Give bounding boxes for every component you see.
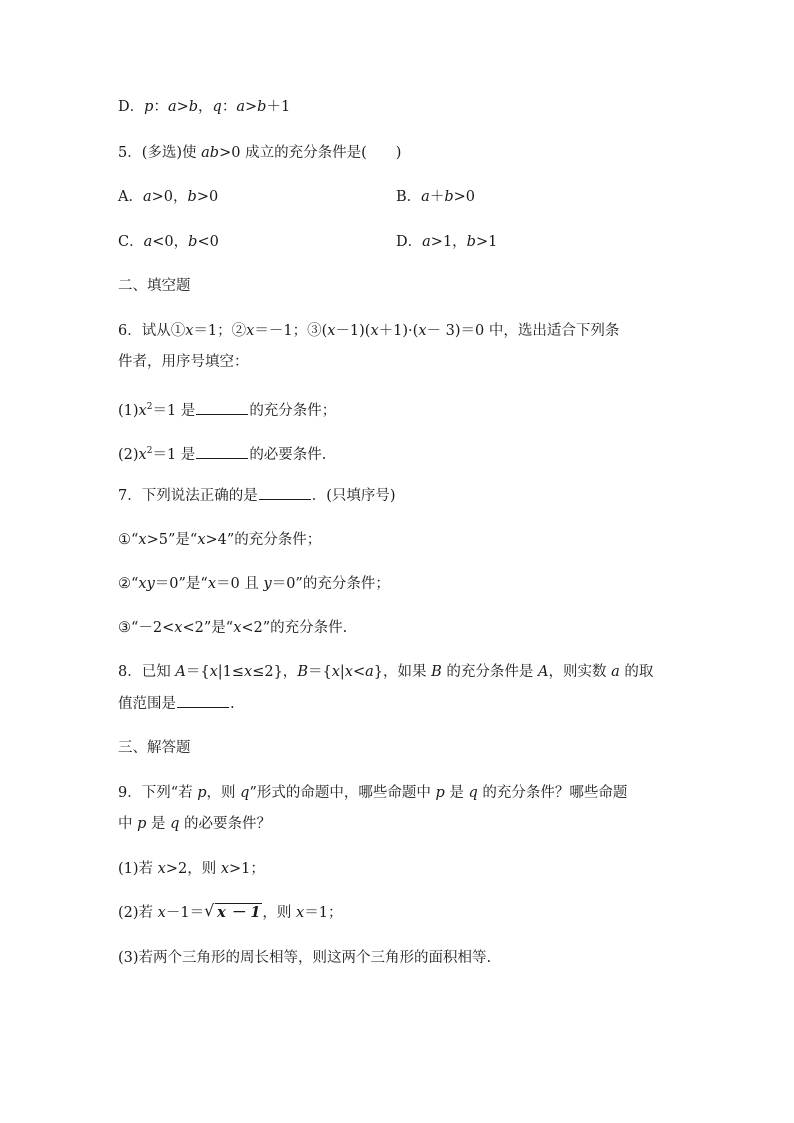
- text: >4”的充分条件；: [205, 532, 322, 548]
- text: >1，: [430, 234, 467, 250]
- option-label: D．: [396, 234, 423, 250]
- var-x: x: [138, 447, 147, 463]
- text: ”形式的命题中，哪些命题中: [249, 785, 436, 801]
- option-label: C．: [118, 234, 144, 250]
- var-b: b: [444, 189, 454, 205]
- q6-sub2: [118, 441, 326, 465]
- var-B: B: [297, 664, 308, 680]
- answer-blank[interactable]: [177, 693, 229, 708]
- var-x: x: [207, 576, 217, 592]
- var-q: q: [212, 99, 222, 115]
- text: ②“: [118, 576, 139, 592]
- q6-stem-line1: [118, 321, 619, 341]
- text: >1: [475, 234, 498, 250]
- var-b: b: [187, 189, 197, 205]
- text: (1): [118, 403, 139, 419]
- var-x: x: [185, 323, 194, 339]
- var-x: x: [370, 323, 379, 339]
- text: ，则: [206, 785, 241, 801]
- text: 8．已知: [118, 664, 176, 680]
- text: ＝1 是: [152, 447, 196, 463]
- var-x: x: [246, 323, 255, 339]
- text: ＝{: [185, 664, 210, 680]
- var-A: A: [538, 664, 549, 680]
- q6-sub1: [118, 397, 336, 421]
- text: 6．试从①: [118, 323, 186, 339]
- text: ＝－1；③(: [254, 323, 328, 339]
- text: ≤2}，: [252, 664, 298, 680]
- text: ＝{: [307, 664, 332, 680]
- text: 是: [444, 785, 469, 801]
- radicand: x － 1: [217, 904, 261, 921]
- text: ＝1；②: [193, 323, 247, 339]
- text: >2，则: [165, 861, 221, 877]
- text: 是: [146, 816, 171, 832]
- text: 的必要条件.: [249, 447, 327, 463]
- var-x: x: [344, 664, 353, 680]
- text: <2”的充分条件.: [241, 620, 348, 636]
- var-x: x: [138, 532, 147, 548]
- q7-stem: [118, 485, 396, 506]
- text: 7．下列说法正确的是: [118, 488, 258, 504]
- section-title-fill-in: 二、填空题: [118, 278, 191, 294]
- q7-item3: [118, 618, 347, 638]
- square-root: [204, 903, 262, 923]
- var-q: q: [170, 816, 180, 832]
- text: －1＝: [165, 905, 205, 921]
- q5-option-b[interactable]: [396, 187, 475, 207]
- var-q: q: [468, 785, 478, 801]
- q5-option-c[interactable]: [118, 232, 219, 252]
- text: <0，: [152, 234, 189, 250]
- text: <: [352, 664, 366, 680]
- q5-option-d[interactable]: [396, 232, 497, 252]
- text: >1；: [229, 861, 265, 877]
- q6-stem-line2: 件者，用序号填空：: [118, 354, 249, 370]
- text: >5”是“: [146, 532, 198, 548]
- exponent: 2: [146, 402, 153, 412]
- q9-stem-line2: [118, 814, 271, 834]
- text: ：: [153, 99, 168, 115]
- var-a: a: [365, 664, 374, 680]
- var-q: q: [240, 785, 250, 801]
- text: ＝0”的充分条件；: [271, 576, 390, 592]
- text: (1)若: [118, 861, 158, 877]
- var-x: x: [138, 403, 147, 419]
- q5-stem: [118, 143, 401, 163]
- var-x: x: [418, 323, 427, 339]
- var-x: x: [157, 905, 166, 921]
- var-x: x: [296, 905, 305, 921]
- var-p: p: [435, 785, 445, 801]
- var-a: a: [422, 234, 431, 250]
- text: ＋: [429, 189, 445, 205]
- var-y: y: [263, 576, 272, 592]
- option-label: D．: [118, 99, 145, 115]
- text: 9．下列“若: [118, 785, 198, 801]
- var-b: b: [188, 234, 198, 250]
- text: 的必要条件？: [179, 816, 272, 832]
- text: (2)若: [118, 905, 158, 921]
- text: 5．(多选)使: [118, 145, 202, 161]
- q8-stem-line1: [118, 662, 653, 682]
- var-x: x: [244, 664, 253, 680]
- text: ①“: [118, 532, 139, 548]
- exponent: 2: [146, 446, 153, 456]
- text: <0: [197, 234, 219, 250]
- text: ＝1；: [304, 905, 343, 921]
- var-x: x: [233, 620, 242, 636]
- answer-blank[interactable]: [196, 400, 248, 415]
- text: ，则: [262, 905, 297, 921]
- text: >0: [196, 189, 219, 205]
- var-xy: xy: [138, 576, 155, 592]
- text: ＝1 是: [152, 403, 196, 419]
- var-a: a: [236, 99, 245, 115]
- text: ．(只填序号): [311, 488, 396, 504]
- var-x: x: [209, 664, 218, 680]
- var-ab: ab: [201, 145, 220, 161]
- section-title-answer: 三、解答题: [118, 740, 191, 756]
- text: }，如果: [373, 664, 432, 680]
- text: |1≤: [217, 664, 245, 680]
- text: 的取: [619, 664, 654, 680]
- text: 的充分条件是: [441, 664, 538, 680]
- var-x: x: [327, 323, 336, 339]
- var-a: a: [421, 189, 430, 205]
- text: 的充分条件？哪些命题: [477, 785, 628, 801]
- var-p: p: [137, 816, 147, 832]
- option-label: B．: [396, 189, 422, 205]
- q4-option-d[interactable]: [118, 97, 290, 117]
- var-x: x: [331, 664, 340, 680]
- q9-sub3: (3)若两个三角形的周长相等，则这两个三角形的面积相等.: [118, 950, 492, 966]
- q9-sub2: [118, 903, 342, 923]
- var-x: x: [197, 532, 206, 548]
- q9-stem-line1: [118, 783, 627, 803]
- text: ＋1)·(: [378, 323, 419, 339]
- text: ③“－2<: [118, 620, 175, 636]
- var-a: a: [611, 664, 620, 680]
- text: ＋1: [266, 99, 291, 115]
- q7-item1: [118, 530, 321, 550]
- text: >: [245, 99, 258, 115]
- var-b: b: [188, 99, 199, 115]
- var-a: a: [142, 189, 152, 205]
- text: .: [230, 696, 235, 712]
- text: ，则实数: [548, 664, 612, 680]
- var-x: x: [220, 861, 230, 877]
- q9-sub1: [118, 859, 265, 879]
- var-a: a: [143, 234, 153, 250]
- text: >0，: [151, 189, 188, 205]
- text: >: [176, 99, 189, 115]
- text: (2): [118, 447, 139, 463]
- text: ：: [221, 99, 237, 115]
- text: >0: [453, 189, 475, 205]
- var-x: x: [174, 620, 183, 636]
- var-a: a: [167, 99, 177, 115]
- text: － 3)＝0 中，选出适合下列条: [426, 323, 620, 339]
- q5-option-a[interactable]: [118, 187, 218, 207]
- text: >0 成立的充分条件是( ): [219, 145, 402, 161]
- q7-item2: [118, 574, 390, 594]
- text: 值范围是: [118, 696, 176, 712]
- q8-stem-line2: [118, 693, 235, 714]
- var-B: B: [431, 664, 442, 680]
- option-label: A．: [118, 189, 143, 205]
- answer-blank[interactable]: [259, 485, 311, 500]
- var-p: p: [144, 99, 154, 115]
- text: ＝0”是“: [154, 576, 208, 592]
- var-b: b: [257, 99, 267, 115]
- var-A: A: [175, 664, 186, 680]
- var-b: b: [466, 234, 476, 250]
- text: |: [339, 664, 345, 680]
- var-p: p: [197, 785, 207, 801]
- text: 中: [118, 816, 138, 832]
- text: ，: [198, 99, 213, 115]
- text: 的充分条件；: [249, 403, 337, 419]
- answer-blank[interactable]: [196, 444, 248, 459]
- text: ＝0 且: [216, 576, 264, 592]
- text: <2”是“: [182, 620, 234, 636]
- text: －1)(: [335, 323, 371, 339]
- var-x: x: [157, 861, 166, 877]
